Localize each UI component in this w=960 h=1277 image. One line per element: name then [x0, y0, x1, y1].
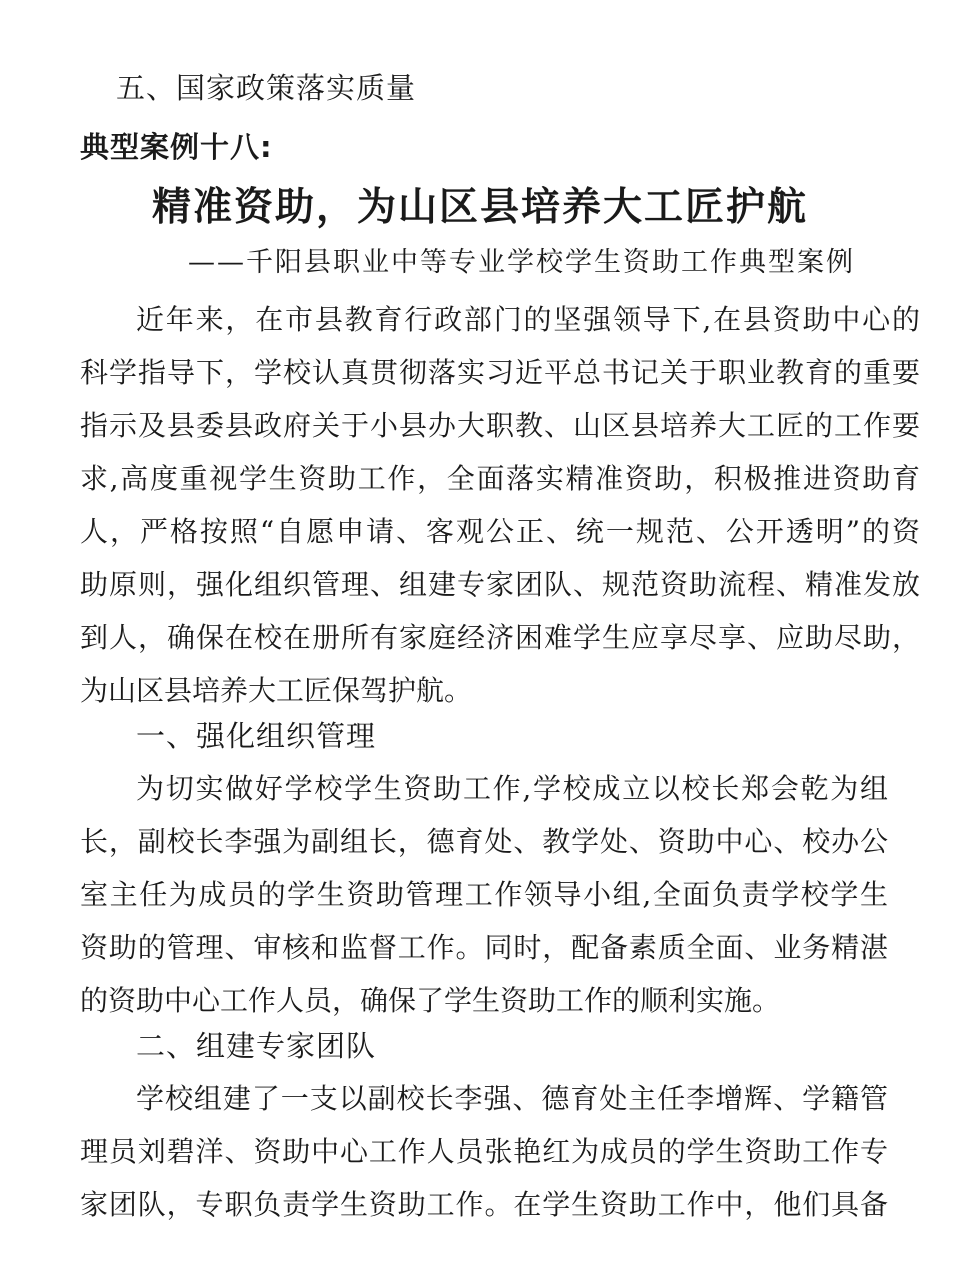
paragraph-line: 为山区县培养大工匠保驾护航。	[80, 674, 473, 707]
section-heading: 五、国家政策落实质量	[116, 71, 417, 105]
paragraph-line: 助原则，强化组织管理、组建专家团队、规范资助流程、精准发放	[80, 568, 920, 601]
paragraph-line: 为切实做好学校学生资助工作,学校成立以校长郑会乾为组	[136, 772, 888, 805]
paragraph-line: 理员刘碧洋、资助中心工作人员张艳红为成员的学生资助工作专	[80, 1135, 888, 1168]
section-heading-2: 二、组建专家团队	[136, 1029, 377, 1063]
paragraph-line: 家团队，专职负责学生资助工作。在学生资助工作中，他们具备	[80, 1188, 888, 1221]
document-title: 精准资助，为山区县培养大工匠护航	[151, 185, 808, 230]
paragraph-line: 近年来，在市县教育行政部门的坚强领导下,在县资助中心的	[136, 303, 920, 336]
paragraph-line: 资助的管理、审核和监督工作。同时，配备素质全面、业务精湛	[80, 931, 888, 964]
paragraph-line: 的资助中心工作人员，确保了学生资助工作的顺利实施。	[80, 984, 781, 1017]
paragraph-line: 指示及县委县政府关于小县办大职教、山区县培养大工匠的工作要	[80, 409, 920, 442]
paragraph-line: 室主任为成员的学生资助管理工作领导小组,全面负责学校学生	[80, 878, 888, 911]
paragraph-line: 求,高度重视学生资助工作，全面落实精准资助，积极推进资助育	[80, 462, 920, 495]
paragraph-line: 人，严格按照“自愿申请、客观公正、统一规范、公开透明”的资	[80, 515, 920, 548]
paragraph-line: 到人，确保在校在册所有家庭经济困难学生应享尽享、应助尽助，	[80, 621, 920, 654]
paragraph-line: 学校组建了一支以副校长李强、德育处主任李增辉、学籍管	[136, 1082, 888, 1115]
paragraph-line: 长，副校长李强为副组长，德育处、教学处、资助中心、校办公	[80, 825, 888, 858]
paragraph-line: 科学指导下，学校认真贯彻落实习近平总书记关于职业教育的重要	[80, 356, 920, 389]
section-heading-1: 一、强化组织管理	[136, 719, 377, 753]
case-label: 典型案例十八:	[80, 130, 273, 164]
document-subtitle: ——千阳县职业中等专业学校学生资助工作典型案例	[188, 247, 855, 278]
